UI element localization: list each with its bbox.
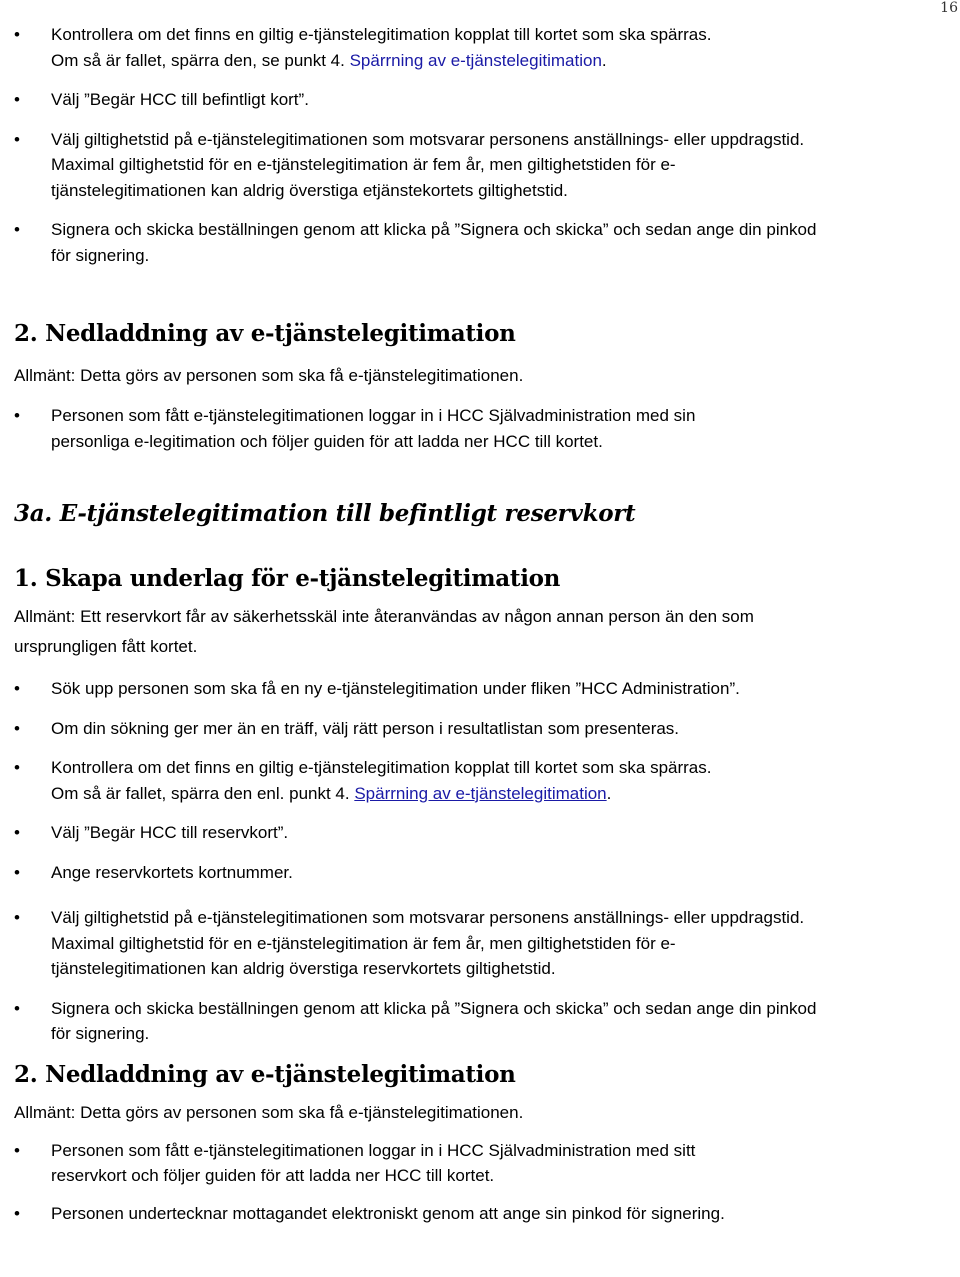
list-item: • Välj ”Begär HCC till befintligt kort”. — [14, 87, 944, 113]
sparrning-link[interactable]: Spärrning av e-tjänstelegitimation — [349, 50, 602, 70]
general-note: Allmänt: Detta görs av personen som ska få e-tjänstelegitimationen. — [14, 366, 524, 385]
subsection-heading: 1. Skapa underlag för e-tjänstelegitimation — [14, 565, 561, 592]
section-heading: 2. Nedladdning av e-tjänstelegitimation — [14, 1060, 516, 1088]
list-item: • Signera och skicka beställningen genom att klicka på ”Signera och skicka” och sedan ange din pinkod för signering. — [14, 217, 944, 268]
list-item: • Om din sökning ger mer än en träff, välj rätt person i resultatlistan som presenteras. — [14, 716, 944, 742]
list-item: • Kontrollera om det finns en giltig e-tjänstelegitimation kopplat till kortet som ska spärras. Om så är fallet, spärra den enl. punkt 4. Spärrning av e-tjänstelegitimation. — [14, 755, 944, 806]
section-heading: 2. Nedladdning av e-tjänstelegitimation — [14, 320, 516, 347]
page-number: 16 — [940, 0, 958, 16]
document-body — [14, 22, 944, 1226]
list-item: • Ange reservkortets kortnummer. — [14, 860, 944, 886]
list-item: • Välj giltighetstid på e-tjänstelegitimationen som motsvarar personens anställnings- eller uppdragstid. Maximal giltighetstid för en e-tjänstelegitimation är fem år, men giltighetstiden för e- tjänstelegitimationen kan aldrig överstiga reservkortets giltighetstid. — [14, 905, 944, 982]
list-item: • Välj giltighetstid på e-tjänstelegitimationen som motsvarar personens anställnings- eller uppdragstid. Maximal giltighetstid för en e-tjänstelegitimation är fem år, men giltighetstiden för e- tjänstelegitimationen kan aldrig överstiga etjänstekortets giltighetstid. — [14, 127, 944, 204]
list-item: • Personen som fått e-tjänstelegitimationen loggar in i HCC Självadministration med sitt reservkort och följer guiden för att ladda ner HCC till kortet. — [14, 1138, 944, 1189]
list-item: • Kontrollera om det finns en giltig e-tjänstelegitimation kopplat till kortet som ska spärras. Om så är fallet, spärra den, se punkt 4. Spärrning av e-tjänstelegitimation. — [14, 22, 944, 73]
list-item: • Välj ”Begär HCC till reservkort”. — [14, 820, 944, 846]
list-item: • Sök upp personen som ska få en ny e-tjänstelegitimation under fliken ”HCC Administration”. — [14, 676, 944, 702]
general-note: Allmänt: Detta görs av personen som ska få e-tjänstelegitimationen. — [14, 1102, 524, 1122]
list-item: • Personen som fått e-tjänstelegitimationen loggar in i HCC Självadministration med sin personliga e-legitimation och följer guiden för att ladda ner HCC till kortet. — [14, 403, 944, 454]
section-heading: 3a. E-tjänstelegitimation till befintligt reservkort — [14, 500, 636, 527]
list-item: • Signera och skicka beställningen genom att klicka på ”Signera och skicka” och sedan ange din pinkod för signering. — [14, 996, 944, 1047]
general-note: Allmänt: Ett reservkort får av säkerhetsskäl inte återanvändas av någon annan person än den som ursprungligen fått kortet. — [14, 607, 754, 656]
sparrning-link[interactable]: Spärrning av e-tjänstelegitimation — [354, 783, 607, 803]
list-item: • Personen undertecknar mottagandet elektroniskt genom att ange sin pinkod för signering. — [14, 1201, 944, 1227]
